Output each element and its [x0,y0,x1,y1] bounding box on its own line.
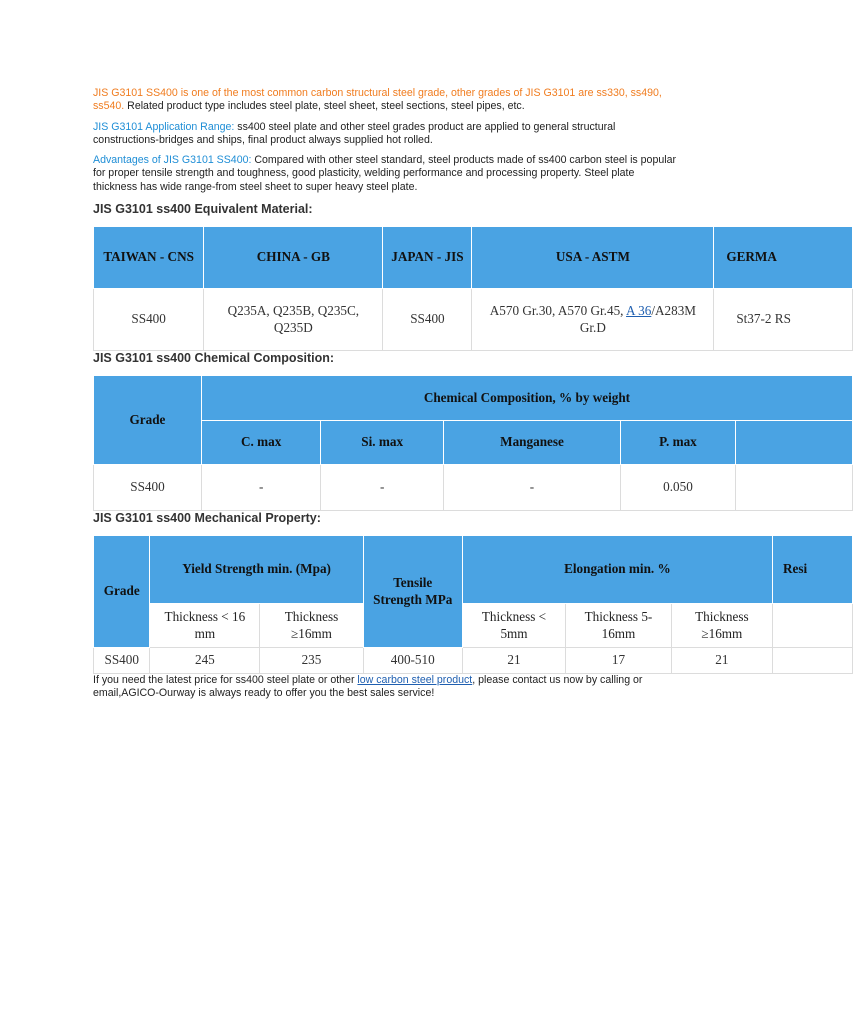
cell-japan: SS400 [383,289,472,351]
header-impact: Resi [772,536,852,604]
table-subheader-row [94,421,853,465]
table-subheader-row [94,604,853,648]
cell-elong-5-16: 17 [566,648,672,674]
cell-taiwan: SS400 [94,289,204,351]
header-extra [735,421,852,465]
header-c-max: C. max [201,421,321,465]
cell-usa [472,289,714,351]
cell-c-max: - [201,465,321,511]
header-japan: JAPAN - JIS [383,227,472,289]
application-range-paragraph [93,121,678,148]
table-header-row [94,536,853,604]
intro-paragraph [93,87,678,114]
header-taiwan: TAIWAN - CNS [94,227,204,289]
chemical-heading: JIS G3101 ss400 Chemical Composition: [93,351,335,366]
table-row [94,465,853,511]
table-row [94,289,853,351]
footer-text [93,674,678,699]
header-usa: USA - ASTM [472,227,714,289]
header-china: CHINA - GB [204,227,383,289]
cell-impact [772,648,852,674]
cell-elong-ge16: 21 [671,648,772,674]
footer-pre: If you need the latest price for ss400 steel plate or other [93,674,358,687]
header-chemical-composition: Chemical Composition, % by weight [201,376,852,421]
mechanical-table-wrapper [93,535,808,674]
header-p-max: P. max [621,421,736,465]
cell-grade: SS400 [94,648,150,674]
chemical-table-wrapper [93,375,768,511]
cell-si-max: - [321,465,443,511]
chemical-table [93,375,853,511]
cell-grade: SS400 [94,465,202,511]
advantages-label: Advantages of JIS G3101 SS400: [93,154,252,167]
usa-text-post: /A283M Gr.D [579,303,697,335]
header-grade: Grade [94,536,150,648]
header-tensile-strength: Tensile Strength MPa [363,536,462,648]
footer-post: , please contact us now by calling or email,AGICO-Ourway is always ready to offer you the best sales service! [93,674,643,699]
header-si-max: Si. max [321,421,443,465]
header-elongation: Elongation min. % [462,536,772,604]
table-row [94,648,853,674]
mechanical-table [93,535,853,674]
cell-china: Q235A, Q235B, Q235C, Q235D [204,289,383,351]
mechanical-heading: JIS G3101 ss400 Mechanical Property: [93,511,321,526]
intro-text: Related product type includes steel plate, steel sheet, steel sections, steel pipes, etc. [124,100,525,113]
equivalent-table-wrapper [93,226,791,351]
header-grade: Grade [94,376,202,465]
sub-elong-5-16: Thickness 5-16mm [566,604,672,648]
equivalent-heading: JIS G3101 ss400 Equivalent Material: [93,202,313,217]
advantages-paragraph [93,154,678,194]
header-germany: GERMA [714,227,853,289]
usa-text-pre: A570 Gr.30, A570 Gr.45, [489,303,627,319]
sub-yield-ge16: Thickness ≥16mm [260,604,363,648]
cell-p-max: 0.050 [621,465,736,511]
cell-yield-lt16: 245 [150,648,260,674]
header-yield-strength: Yield Strength min. (Mpa) [150,536,363,604]
table-header-row [94,227,853,289]
a36-link[interactable]: A 36 [626,303,652,319]
cell-tensile: 400-510 [363,648,462,674]
table-header-row [94,376,853,421]
equivalent-table [93,226,853,351]
sub-yield-lt16: Thickness < 16 mm [150,604,260,648]
header-manganese: Manganese [443,421,620,465]
application-range-text: ss400 steel plate and other steel grades product are applied to general structural constructions-bridges and ships, final product always supplied hot rolled. [93,120,616,146]
cell-yield-ge16: 235 [260,648,363,674]
article-content [93,87,808,699]
sub-impact [772,604,852,648]
application-range-label: JIS G3101 Application Range: [93,120,235,133]
low-carbon-steel-link[interactable]: low carbon steel product [357,674,473,687]
cell-manganese: - [443,465,620,511]
cell-extra [735,465,852,511]
cell-germany: St37-2 RS [714,289,853,351]
sub-elong-lt5: Thickness < 5mm [462,604,565,648]
intro-highlight: JIS G3101 SS400 is one of the most common carbon structural steel grade, other grades of JIS G3101 are ss330, ss490, ss540. [93,87,662,113]
advantages-text: Compared with other steel standard, steel products made of ss400 carbon steel is popular for proper tensile strength and toughness, good plasticity, welding performance and processing property. Steel plate thickness has wide range-from steel sheet to super heavy steel plate. [93,154,677,193]
cell-elong-lt5: 21 [462,648,565,674]
sub-elong-ge16: Thickness ≥16mm [671,604,772,648]
